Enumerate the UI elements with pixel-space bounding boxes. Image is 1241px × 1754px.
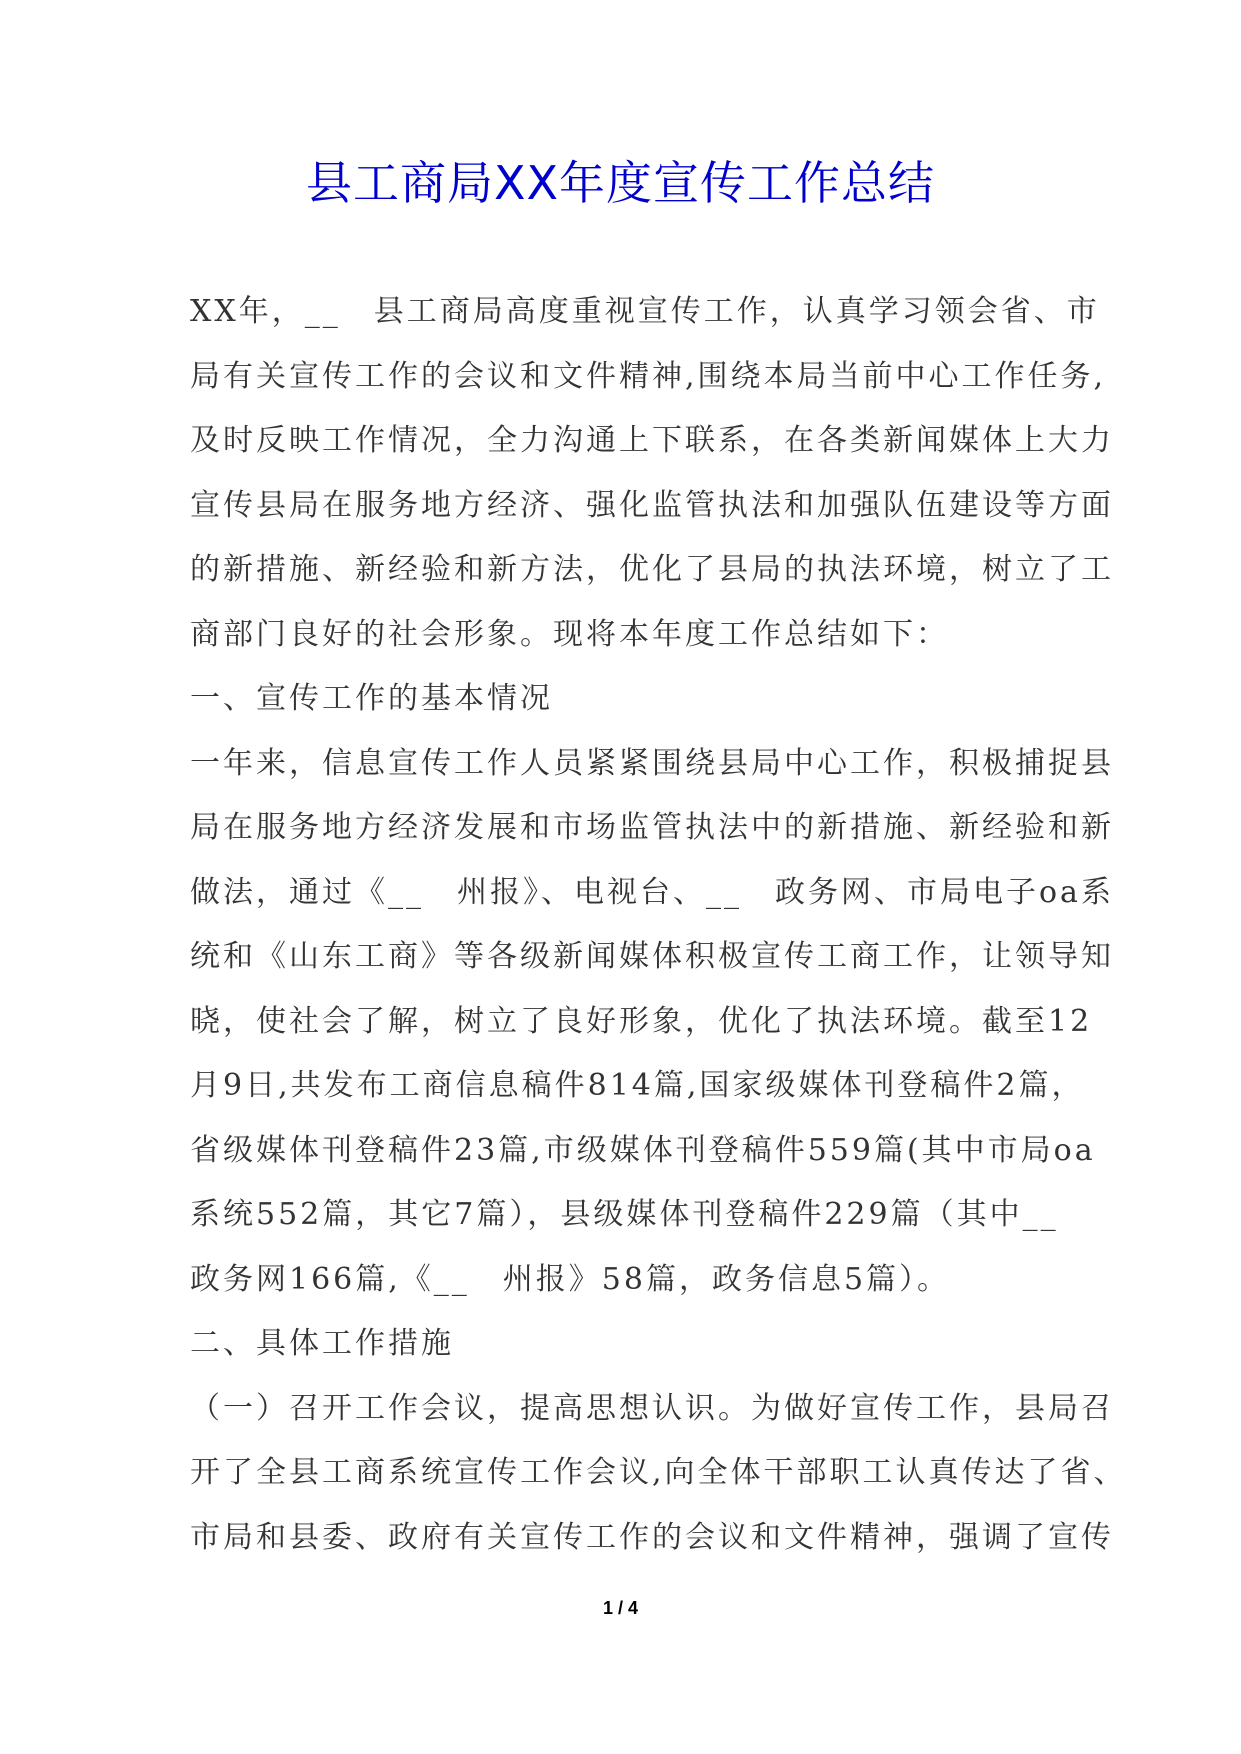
body-line: 局在服务地方经济发展和市场监管执法中的新措施、新经验和新	[190, 810, 1114, 845]
body-line: 商部门良好的社会形象。现将本年度工作总结如下：	[190, 616, 949, 652]
body-line: 系统552篇，其它7篇），县级媒体刊登稿件229篇（其中__	[190, 1197, 1059, 1232]
body-line: XX年，__ 县工商局高度重视宣传工作，认真学习领会省、市	[190, 294, 1100, 329]
body-line: 的新措施、新经验和新方法，优化了县局的执法环境，树立了工	[190, 552, 1114, 587]
body-line: 省级媒体刊登稿件23篇,市级媒体刊登稿件559篇(其中市局oa	[190, 1132, 1096, 1168]
body-line: 月9日,共发布工商信息稿件814篇,国家级媒体刊登稿件2篇，	[190, 1068, 1085, 1103]
body-line: 及时反映工作情况，全力沟通上下联系，在各类新闻媒体上大力	[190, 423, 1114, 458]
document-body	[190, 280, 1127, 1570]
page-number: 1 / 4	[602, 1598, 639, 1618]
body-line: 晓，使社会了解，树立了良好形象，优化了执法环境。截至12	[190, 1003, 1093, 1039]
body-line: 市局和县委、政府有关宣传工作的会议和文件精神，强调了宣传	[190, 1519, 1114, 1555]
body-line: 政务网166篇,《__ 州报》58篇，政务信息5篇）。	[190, 1261, 951, 1297]
body-line: 二、具体工作措施	[190, 1326, 454, 1361]
document-title: 县工商局XX年度宣传工作总结	[305, 156, 936, 210]
body-line: 局有关宣传工作的会议和文件精神,围绕本局当前中心工作任务,	[190, 358, 1107, 394]
body-line: 一年来，信息宣传工作人员紧紧围绕县局中心工作，积极捕捉县	[190, 745, 1114, 781]
body-line: 做法，通过《__ 州报》、电视台、__ 政务网、市局电子oa系	[190, 874, 1114, 910]
body-line: 宣传县局在服务地方经济、强化监管执法和加强队伍建设等方面	[190, 487, 1114, 523]
body-line: 统和《山东工商》等各级新闻媒体积极宣传工商工作，让领导知	[190, 939, 1114, 974]
body-line: （一）召开工作会议，提高思想认识。为做好宣传工作，县局召	[190, 1390, 1114, 1426]
body-line: 一、宣传工作的基本情况	[190, 681, 553, 716]
body-line: 开了全县工商系统宣传工作会议,向全体干部职工认真传达了省、	[190, 1455, 1127, 1490]
